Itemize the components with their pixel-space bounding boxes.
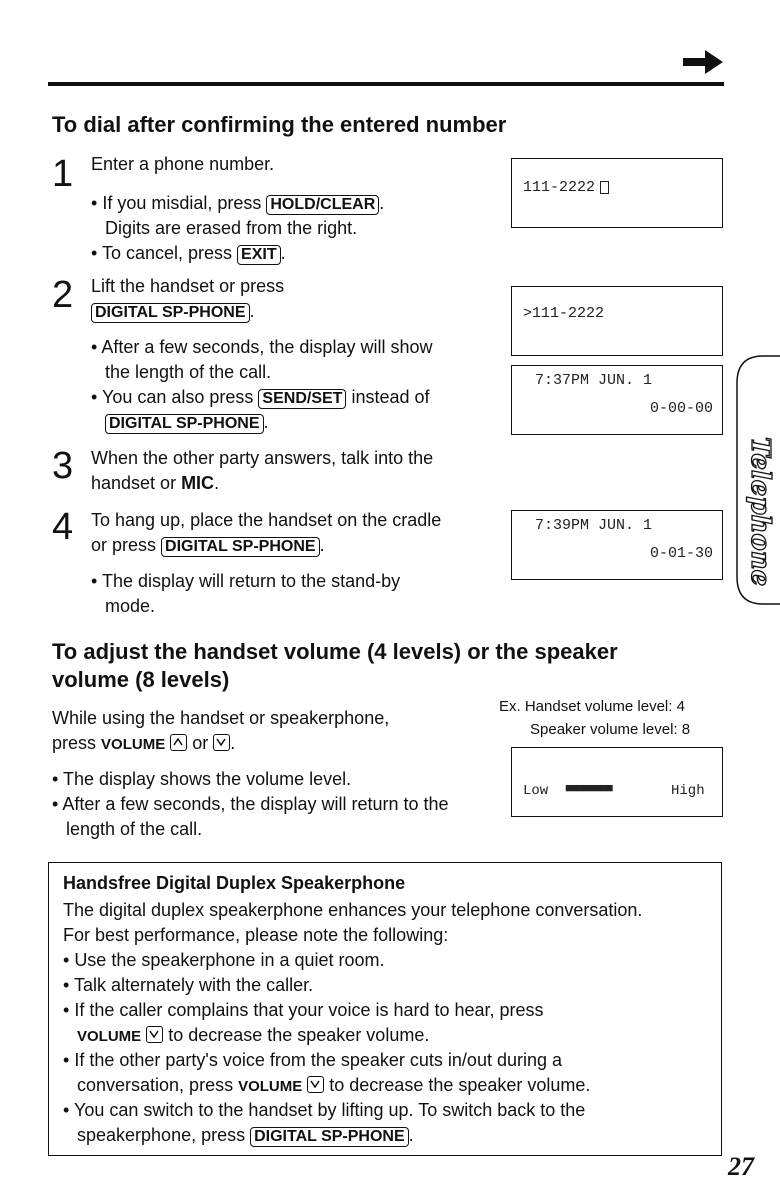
step-1-bullet-erase: Digits are erased from the right. <box>105 218 358 238</box>
note-bullet-complain-cont: VOLUME to decrease the speaker volume. <box>77 1025 430 1045</box>
section-title-dial: To dial after confirming the entered number <box>52 112 507 137</box>
lcd-volume-high: High <box>671 783 705 799</box>
step-number-2: 2 <box>52 274 74 316</box>
step-2-bullet-send-set: • You can also press SEND/SET instead of <box>91 387 430 407</box>
step-1-text: Enter a phone number. <box>91 154 275 174</box>
note-bullet-alternate: • Talk alternately with the caller. <box>63 975 314 995</box>
volume-bullet-display: • The display shows the volume level. <box>52 769 352 789</box>
note-bullet-cuts: • If the other party's voice from the speaker cuts in/out during a <box>63 1050 562 1070</box>
header-rule <box>48 82 724 86</box>
lcd-display-volume <box>511 747 723 817</box>
volume-example-speaker: Speaker volume level: 8 <box>530 721 691 738</box>
lcd-line-1: 7:39PM JUN. 1 <box>535 517 653 534</box>
digital-sp-phone-key: DIGITAL SP-PHONE <box>91 303 250 323</box>
page-number: 27 <box>728 1152 754 1181</box>
step-3-text-cont: handset or MIC. <box>91 473 220 493</box>
volume-example-handset: Ex. Handset volume level: 4 <box>499 698 685 715</box>
note-bullet-switch-cont: speakerphone, press DIGITAL SP-PHONE . <box>77 1125 414 1145</box>
volume-down-icon <box>307 1076 324 1093</box>
digital-sp-phone-key: DIGITAL SP-PHONE <box>161 537 320 557</box>
note-intro: The digital duplex speakerphone enhances your telephone conversation. <box>63 900 643 920</box>
lcd-volume-bars: ■■■■■■■■ <box>565 781 612 796</box>
note-bullet-switch: • You can switch to the handset by lifting up. To switch back to the <box>63 1100 586 1120</box>
lcd-display-dialing <box>511 286 723 356</box>
digital-sp-phone-key: DIGITAL SP-PHONE <box>250 1127 409 1147</box>
volume-bullet-return: • After a few seconds, the display will return to the <box>52 794 449 814</box>
lcd-line-1: >111-2222 <box>523 305 605 322</box>
digital-sp-phone-key: DIGITAL SP-PHONE <box>105 414 264 434</box>
cursor-icon <box>600 181 609 194</box>
step-4-text: To hang up, place the handset on the cradle <box>91 510 442 530</box>
step-4-bullet-standby: • The display will return to the stand-by <box>91 571 401 591</box>
lcd-line-2: 0-00-00 <box>649 400 713 417</box>
section-title-volume: To adjust the handset volume (4 levels) or the speaker <box>52 639 618 664</box>
volume-bullet-return-cont: length of the call. <box>66 819 203 839</box>
step-1-bullet-misdial: • If you misdial, press HOLD/CLEAR . <box>91 193 385 213</box>
lcd-line-1: 111-2222 <box>523 179 596 196</box>
step-1-bullet-cancel: • To cancel, press EXIT . <box>91 243 286 263</box>
note-bullet-complain: • If the caller complains that your voice is hard to hear, press <box>63 1000 544 1020</box>
step-2-bullet-length: • After a few seconds, the display will show <box>91 337 433 357</box>
volume-up-icon <box>170 734 187 751</box>
step-number-1: 1 <box>52 153 74 195</box>
send-set-key: SEND/SET <box>258 389 346 409</box>
section-tab-label: Telephone <box>745 437 775 587</box>
note-intro-cont: For best performance, please note the following: <box>63 925 449 945</box>
step-3-text: When the other party answers, talk into the <box>91 448 434 468</box>
step-number-4: 4 <box>52 506 74 548</box>
lcd-display-entered <box>511 158 723 228</box>
step-4-bullet-standby-cont: mode. <box>105 596 156 616</box>
step-2-text: Lift the handset or press <box>91 276 285 296</box>
note-bullet-cuts-cont: conversation, press VOLUME to decrease the speaker volume. <box>77 1075 591 1095</box>
step-2-key-line: DIGITAL SP-PHONE . <box>91 299 255 324</box>
lcd-volume-low: Low <box>523 783 549 799</box>
step-4-text-cont: or press DIGITAL SP-PHONE . <box>91 535 325 555</box>
continue-arrow-icon <box>683 50 723 74</box>
volume-down-icon <box>146 1026 163 1043</box>
note-title: Handsfree Digital Duplex Speakerphone <box>63 873 406 893</box>
hold-clear-key: HOLD/CLEAR <box>266 195 379 215</box>
lcd-display-call-end <box>511 510 723 580</box>
lcd-line-2: 0-01-30 <box>649 545 713 562</box>
volume-intro-cont: press VOLUME or . <box>52 733 236 753</box>
section-title-volume-cont: volume (8 levels) <box>52 667 230 692</box>
lcd-display-call-start <box>511 365 723 435</box>
step-2-bullet-length-cont: the length of the call. <box>105 362 272 382</box>
exit-key: EXIT <box>237 245 281 265</box>
lcd-line-1: 7:37PM JUN. 1 <box>535 372 653 389</box>
step-number-3: 3 <box>52 445 74 487</box>
step-2-bullet-send-set-cont: DIGITAL SP-PHONE . <box>105 410 269 435</box>
note-bullet-quiet: • Use the speakerphone in a quiet room. <box>63 950 385 970</box>
volume-down-icon <box>213 734 230 751</box>
volume-intro: While using the handset or speakerphone, <box>52 708 390 728</box>
